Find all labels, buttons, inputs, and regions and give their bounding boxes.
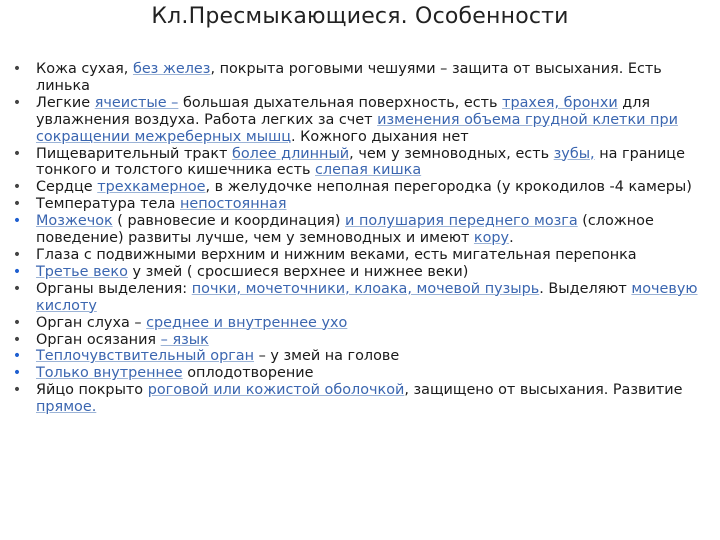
highlighted-term: трахея, бронхи: [502, 94, 618, 111]
text-segment: Пищеварительный тракт: [36, 145, 232, 162]
bullet-icon: •: [12, 348, 22, 365]
feature-text: [36, 281, 698, 314]
feature-text: [36, 332, 209, 348]
bullet-icon: •: [12, 314, 22, 331]
feature-text: [36, 365, 313, 381]
feature-item: [8, 382, 714, 416]
feature-item: [8, 348, 714, 365]
bullet-icon: •: [12, 365, 22, 382]
feature-item: [8, 61, 714, 95]
text-segment: Органы выделения:: [36, 280, 192, 297]
text-segment: на границе тонкого и толстого кишечника есть: [36, 145, 685, 179]
bullet-icon: •: [12, 94, 22, 111]
bullet-icon: •: [12, 382, 22, 399]
text-segment: Сердце: [36, 179, 98, 196]
feature-text: [36, 61, 662, 94]
text-segment: , в желудочке неполная перегородка (у крокодилов -4 камеры): [205, 179, 692, 196]
feature-item: [8, 365, 714, 382]
highlighted-term: Мозжечок: [36, 213, 113, 230]
text-segment: оплодотворение: [182, 365, 314, 382]
bullet-icon: •: [12, 61, 22, 77]
text-segment: у змей ( сросшиеся верхнее и нижнее веки): [127, 263, 469, 280]
feature-item: [8, 196, 714, 213]
highlighted-term: более длинный: [231, 145, 350, 162]
bullet-icon: •: [12, 196, 22, 213]
highlighted-term: изменения объема грудной клетки при сокращении межреберных мышц: [36, 111, 678, 145]
highlighted-term: без желез: [132, 61, 211, 77]
feature-item: [8, 95, 714, 146]
feature-item: [8, 179, 714, 196]
text-segment: Кожа сухая,: [36, 61, 133, 77]
feature-text: [36, 348, 399, 364]
highlighted-term: кору: [473, 230, 510, 247]
feature-text: [36, 264, 468, 280]
text-segment: для увлажнения воздуха. Работа легких за счет: [36, 94, 651, 128]
feature-text: [36, 196, 287, 212]
text-segment: , покрыта роговыми чешуями – защита от высыхания. Есть линька: [36, 61, 662, 94]
bullet-icon: •: [12, 179, 22, 196]
text-segment: Температура тела: [36, 196, 180, 213]
bullet-icon: •: [12, 246, 22, 263]
features-list: [8, 61, 714, 416]
highlighted-term: Только внутреннее: [36, 365, 183, 382]
highlighted-term: среднее и внутреннее ухо: [146, 314, 348, 331]
feature-text: [36, 146, 685, 179]
text-segment: . Кожного дыхания нет: [291, 128, 469, 145]
highlighted-term: почки, мочеточники, клоака, мочевой пузырь: [191, 280, 540, 297]
feature-item: [8, 264, 714, 281]
highlighted-term: роговой или кожистой оболочкой: [147, 382, 405, 399]
text-segment: , чем у земноводных, есть: [349, 145, 554, 162]
highlighted-term: мочевую кислоту: [36, 280, 698, 314]
slide-title: Кл.Пресмыкающиеся. Особенности: [151, 4, 569, 29]
feature-text: [36, 213, 654, 246]
highlighted-term: Третье веко: [36, 263, 128, 280]
text-segment: , защищено от высыхания. Развитие: [404, 382, 683, 399]
text-segment: Яйцо покрыто: [36, 382, 148, 399]
highlighted-term: и полушария переднего мозга: [345, 213, 578, 230]
text-segment: – у змей на голове: [254, 348, 400, 365]
feature-text: [36, 95, 678, 145]
bullet-icon: •: [12, 213, 22, 230]
feature-text: [36, 382, 682, 415]
feature-text: [36, 315, 347, 331]
feature-item: [8, 315, 714, 332]
feature-item: [8, 281, 714, 315]
highlighted-term: трехкамерное: [97, 179, 206, 196]
text-segment: .: [509, 230, 514, 247]
text-segment: большая дыхательная поверхность, есть: [178, 94, 503, 111]
highlighted-term: прямое.: [36, 399, 97, 416]
highlighted-term: непостоянная: [179, 196, 287, 213]
feature-text: [36, 247, 637, 263]
text-segment: . Выделяют: [539, 280, 632, 297]
text-segment: (сложное поведение) развиты лучше, чем у земноводных и имеют: [36, 213, 654, 247]
highlighted-term: – язык: [160, 331, 209, 348]
highlighted-term: зубы,: [553, 145, 595, 162]
bullet-icon: •: [12, 280, 22, 297]
text-segment: Легкие: [36, 94, 95, 111]
feature-item: [8, 247, 714, 264]
bullet-icon: •: [12, 263, 22, 280]
highlighted-term: слепая кишка: [315, 162, 422, 179]
text-segment: ( равновесие и координация): [112, 213, 346, 230]
text-segment: Орган осязания: [36, 331, 161, 348]
feature-item: [8, 332, 714, 349]
feature-item: [8, 146, 714, 180]
highlighted-term: Теплочувствительный орган: [36, 348, 255, 365]
text-segment: Орган слуха –: [36, 314, 147, 331]
feature-item: [8, 213, 714, 247]
text-segment: Глаза с подвижными верхним и нижним веками, есть мигательная перепонка: [36, 246, 637, 263]
feature-text: [36, 179, 692, 195]
highlighted-term: ячеистые –: [94, 94, 179, 111]
bullet-icon: •: [12, 331, 22, 348]
bullet-icon: •: [12, 145, 22, 162]
